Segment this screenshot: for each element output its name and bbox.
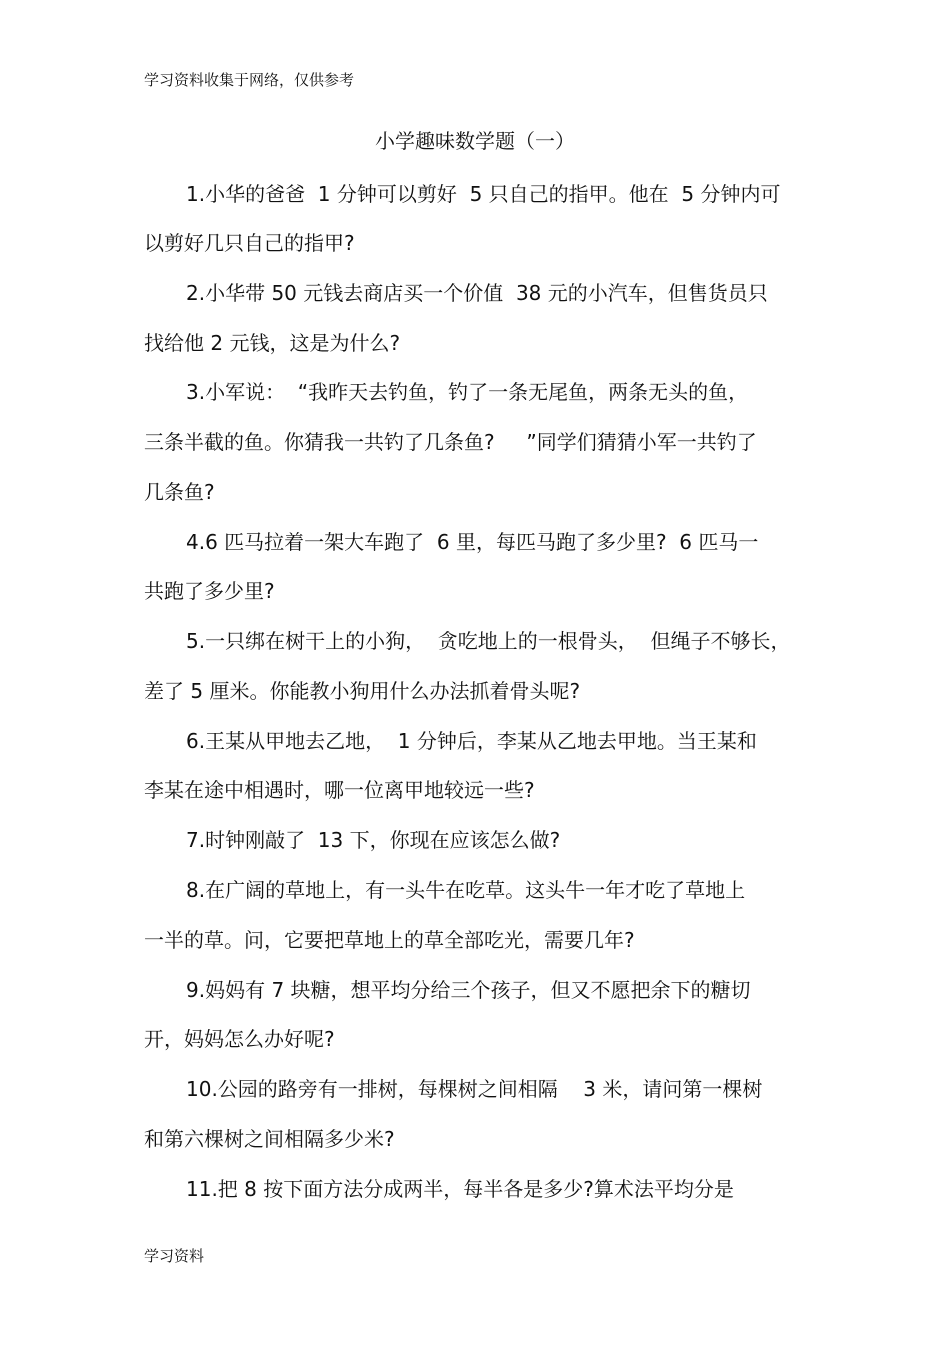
question-1-line-2: 以剪好几只自己的指甲? (144, 231, 355, 255)
question-8-line-2: 一半的草。问，它要把草地上的草全部吃光，需要几年? (144, 928, 635, 952)
question-3-line-2: 三条半截的鱼。你猜我一共钓了几条鱼? ”同学们猜猜小军一共钓了 (144, 430, 757, 454)
question-11-line-1: 11.把 8 按下面方法分成两半，每半各是多少?算术法平均分是 (186, 1177, 734, 1201)
question-8-line-1: 8.在广阔的草地上，有一头牛在吃草。这头牛一年才吃了草地上 (186, 878, 746, 902)
question-4-line-2: 共跑了多少里? (144, 579, 275, 603)
question-10-line-1: 10.公园的路旁有一排树，每棵树之间相隔 3 米，请问第一棵树 (186, 1077, 763, 1101)
question-5-line-2: 差了 5 厘米。你能教小狗用什么办法抓着骨头呢? (144, 679, 581, 703)
question-7-line-1: 7.时钟刚敲了 13 下，你现在应该怎么做? (186, 828, 561, 852)
document-title: 小学趣味数学题（一） (375, 129, 575, 153)
question-9-line-1: 9.妈妈有 7 块糖，想平均分给三个孩子，但又不愿把余下的糖切 (186, 978, 751, 1002)
question-10-line-2: 和第六棵树之间相隔多少米? (144, 1127, 395, 1151)
page-footer-note: 学习资料 (144, 1247, 205, 1265)
question-1-line-1: 1.小华的爸爸 1 分钟可以剪好 5 只自己的指甲。他在 5 分钟内可 (186, 182, 781, 206)
question-6-line-1: 6.王某从甲地去乙地， 1 分钟后，李某从乙地去甲地。当王某和 (186, 729, 757, 753)
page-header-note: 学习资料收集于网络，仅供参考 (144, 71, 355, 89)
question-3-line-3: 几条鱼? (144, 480, 215, 504)
question-6-line-2: 李某在途中相遇时，哪一位离甲地较远一些? (144, 778, 535, 802)
question-2-line-2: 找给他 2 元钱，这是为什么? (144, 331, 401, 355)
question-2-line-1: 2.小华带 50 元钱去商店买一个价值 38 元的小汽车，但售货员只 (186, 281, 768, 305)
question-9-line-2: 开，妈妈怎么办好呢? (144, 1027, 335, 1051)
question-4-line-1: 4.6 匹马拉着一架大车跑了 6 里，每匹马跑了多少里? 6 匹马一 (186, 530, 759, 554)
question-3-line-1: 3.小军说： “我昨天去钓鱼，钓了一条无尾鱼，两条无头的鱼， (186, 380, 749, 404)
question-5-line-1: 5.一只绑在树干上的小狗， 贪吃地上的一根骨头， 但绳子不够长， (186, 629, 791, 653)
